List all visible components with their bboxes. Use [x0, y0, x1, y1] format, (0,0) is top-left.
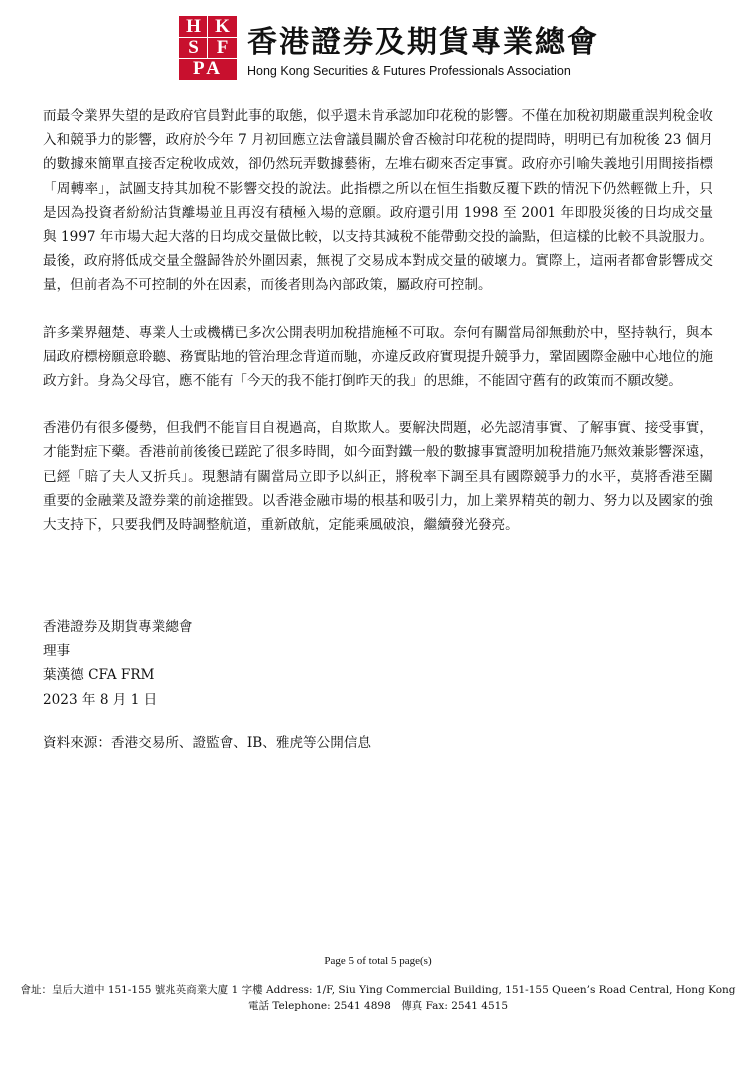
paragraph: 香港仍有很多優勢，但我們不能盲目自視過高，自欺欺人。要解決問題，必先認清事實、了解事實、接受事實，才能對症下藥。香港前前後後已蹉跎了很多時間，如今面對鐵一般的數據事實證明加稅措施乃無效兼影響深遠，已經「賠了夫人又折兵」。現懇請有關當局立即予以糾正，將稅率下調至具有國際競爭力的水平，莫將香港至關重要的金融業及證券業的前途摧毀。以香港金融市場的根基和吸引力，加上業界精英的韌力、努力以及國家的強大支持下，只要我們及時調整航道，重新啟航，定能乘風破浪，繼續發光發亮。: [43, 420, 713, 534]
logo-letter-pa: PA: [193, 58, 223, 79]
org-name-zh: 香港證券及期貨專業總會: [247, 25, 599, 60]
logo-letter-f: F: [216, 37, 229, 58]
association-logo: [179, 16, 237, 80]
letterhead: [179, 16, 599, 82]
footer: [0, 982, 756, 1014]
signature-role: 理事: [43, 643, 71, 660]
signature-block: [43, 615, 193, 712]
paragraph: 而最令業界失望的是政府官員對此事的取態，似乎還未肯承認加印花稅的影響。不僅在加稅初期嚴重誤判稅金收入和競爭力的影響，政府於今年 7 月初回應立法會議員關於會否檢討印花稅的提問時，明明已有加稅後 23 個月的數據來簡單直接否定稅收成效，卻仍然玩弄數據藝術，左堆右砌來否定事實。政府亦引喻失義地引用間接指標「周轉率」，試圖支持其加稅不影響交投的說法。此指標之所以在恒生指數反覆下跌的情況下仍然輕微上升，只是因為投資者紛紛沽貨離場並且再沒有積極入場的意願。政府還引用 1998 至 2001 年即股災後的日均成交量與 1997 年市場大起大落的日均成交量做比較，以支持其減稅不能帶動交投的論點，但這樣的比較不具說服力。最後，政府將低成交量全盤歸咎於外圍因素，無視了交易成本對成交量的破壞力。實際上，這兩者都會影響成交量，但前者為不可控制的外在因素，而後者則為內部政策，屬政府可控制。: [43, 108, 713, 294]
paragraph: 許多業界翹楚、專業人士或機構已多次公開表明加稅措施極不可取。奈何有關當局卻無動於中，堅持執行，與本屆政府標榜願意聆聽、務實貼地的管治理念背道而馳，亦違反政府實現提升競爭力，鞏固國際金融中心地位的施政方針。身為父母官，應不能有「今天的我不能打倒昨天的我」的思維，不能固守舊有的政策而不願改變。: [43, 324, 713, 390]
signature-org: 香港證券及期貨專業總會: [43, 619, 193, 635]
logo-letter-h: H: [186, 16, 201, 37]
org-name-en: Hong Kong Securities & Futures Professionals Association: [247, 64, 571, 78]
source-note: 資料來源：香港交易所、證監會、IB、雅虎等公開信息: [43, 735, 372, 751]
signature-date: 2023 年 8 月 1 日: [43, 691, 158, 708]
logo-letter-k: K: [215, 16, 230, 37]
signature-name: 葉漢德 CFA FRM: [43, 667, 155, 684]
page-number: Page 5 of total 5 page(s): [324, 955, 432, 967]
footer-contact: 電話 Telephone: 2541 4898 傳真 Fax: 2541 4515: [248, 1000, 508, 1012]
footer-address: 會址：皇后大道中 151-155 號兆英商業大廈 1 字樓 Address: 1/F, Siu Ying Commercial Building, 151-155 Queen’s Road Central, Hong Kong: [20, 984, 736, 996]
letter-body: [43, 104, 713, 560]
logo-letter-s: S: [188, 37, 199, 58]
